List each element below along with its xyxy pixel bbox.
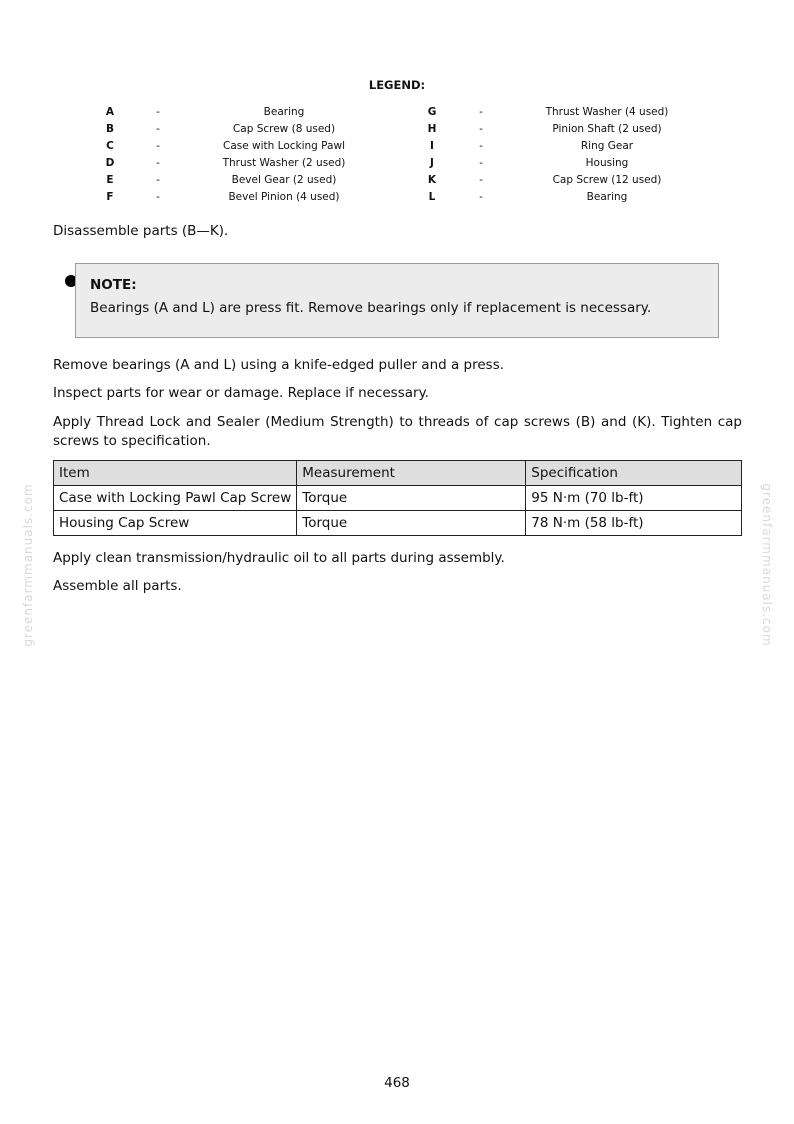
legend-row — [0, 156, 794, 173]
legend-letter: B — [105, 123, 114, 135]
watermark-left: greenfarmmanuals.com — [21, 483, 35, 647]
table-row — [54, 486, 742, 511]
legend-row — [0, 139, 794, 156]
legend-description: Cap Screw (8 used) — [232, 123, 336, 135]
legend-description: Pinion Shaft (2 used) — [552, 123, 662, 135]
table-header-row — [54, 461, 742, 486]
legend-letter: L — [428, 191, 436, 203]
table-cell: 78 N·m (58 lb-ft) — [526, 511, 742, 536]
legend-description: Thrust Washer (2 used) — [222, 157, 346, 169]
legend-dash: - — [479, 123, 483, 135]
legend-title: LEGEND: — [368, 78, 426, 92]
step-disassemble: Disassemble parts (B—K). — [53, 223, 229, 239]
note-title: NOTE: — [90, 277, 137, 293]
table-cell: Torque — [297, 511, 526, 536]
legend-letter: E — [106, 174, 114, 186]
legend-letter: I — [430, 140, 434, 152]
spec-table — [53, 460, 742, 536]
legend-letter: A — [105, 106, 115, 118]
note-text: Bearings (A and L) are press fit. Remove bearings only if replacement is necessary. — [90, 300, 652, 316]
step-apply-oil: Apply clean transmission/hydraulic oil to all parts during assembly. — [53, 550, 505, 566]
legend-letter: C — [106, 140, 114, 152]
table-cell: Torque — [297, 486, 526, 511]
legend-row — [0, 173, 794, 190]
step-assemble: Assemble all parts. — [53, 578, 182, 594]
table-cell: Case with Locking Pawl Cap Screw — [54, 486, 297, 511]
legend-description: Case with Locking Pawl — [223, 140, 345, 152]
column-header-item: Item — [54, 461, 297, 486]
legend-dash: - — [156, 191, 160, 203]
table-row — [54, 511, 742, 536]
legend-dash: - — [156, 174, 160, 186]
legend-row — [0, 122, 794, 139]
legend-row — [0, 105, 794, 122]
legend-grid — [0, 105, 794, 207]
legend-letter: G — [427, 106, 437, 118]
legend-letter: H — [427, 123, 437, 135]
legend-description: Cap Screw (12 used) — [552, 174, 662, 186]
legend-dash: - — [156, 123, 160, 135]
column-header-specification: Specification — [526, 461, 742, 486]
legend-dash: - — [479, 157, 483, 169]
legend-description: Bearing — [586, 191, 628, 203]
step-remove-bearings: Remove bearings (A and L) using a knife-edged puller and a press. — [53, 357, 505, 373]
legend-dash: - — [156, 140, 160, 152]
legend-letter: J — [430, 157, 434, 169]
step-inspect: Inspect parts for wear or damage. Replace if necessary. — [53, 385, 429, 401]
legend-letter: D — [105, 157, 115, 169]
table-cell: 95 N·m (70 lb-ft) — [526, 486, 742, 511]
step-apply-thread-lock: Apply Thread Lock and Sealer (Medium Strength) to threads of cap screws (B) and (K). Tighten cap screws to specification. — [53, 414, 742, 449]
legend-dash: - — [479, 140, 483, 152]
column-header-measurement: Measurement — [297, 461, 526, 486]
note-box — [75, 263, 719, 338]
table-cell: Housing Cap Screw — [54, 511, 297, 536]
legend-dash: - — [156, 157, 160, 169]
legend-dash: - — [479, 174, 483, 186]
legend-description: Bevel Gear (2 used) — [231, 174, 337, 186]
legend-dash: - — [479, 106, 483, 118]
legend-dash: - — [156, 106, 160, 118]
legend-letter: F — [106, 191, 114, 203]
legend-description: Ring Gear — [580, 140, 634, 152]
legend-row — [0, 190, 794, 207]
legend-dash: - — [479, 191, 483, 203]
legend-letter: K — [427, 174, 437, 186]
watermark-right: greenfarmmanuals.com — [760, 483, 774, 647]
legend-description: Housing — [585, 157, 629, 169]
legend-description: Thrust Washer (4 used) — [545, 106, 669, 118]
legend-description: Bearing — [263, 106, 305, 118]
page-number: 468 — [384, 1075, 410, 1091]
legend-description: Bevel Pinion (4 used) — [228, 191, 340, 203]
